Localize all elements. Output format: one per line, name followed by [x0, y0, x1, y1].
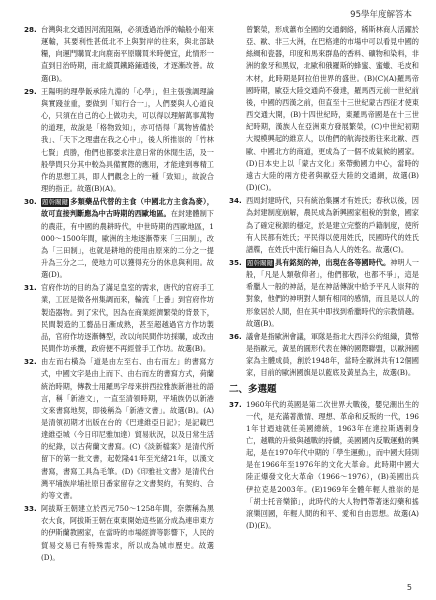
item-number: 32.: [24, 357, 37, 367]
item-text: 王陽明的理學飯承陸九淵的「心學」，但主張強調理論與實踐並重，要做到「知行合一」，人們要與人心道良心，只須在自己的心上做功夫，可以得以理解萬事萬物的道理，故說是「格物致知」，亦可悟得「萬物皆備於我」、「天下之理盡在我之心中」，後人所推崇的「竹林七賢」貞勝，他們也都要求注意日常的休閒生活，及一般學問只分其中較為具備實際的應用，才能達到專精工作的思想工具，即人們觀念上的一種「致知」，故說合理的指正。故選(B)(A)。: [41, 86, 214, 194]
item-text: 1960年代的英國是第二次世界大戰後，嬰兒潮出生的一代，是充滿著激情、理想、革命和反叛的一代，1961年甘迺迪就任美國總統，1963年在達拉斯遇刺身亡，越戰的升級與越戰的持續，美國國內反戰運動的興起，是在1970年代中期的「學生運動」，而中國大陸則是在1966年至1976年的文化大革命。此時期中國大陸正爆發文化大革命（1966～1976），(B)美國出兵伊拉克是2003年。(E)1969年全體年輕人推崇的是「胡士托音樂節」，此時代的大人物們帶著迷幻藥和搖滾樂回國，年輕人間的和平、愛和自由思想。故選(A)(D)(E)。: [246, 399, 419, 531]
item-text: 西周封建時代，只有統治集團才有姓氏；春秋以後，因為封建制度崩解，農民成為新興國家租稅的對象，國家為了確定稅源的穩定，於是建立完整的戶籍制度，使所有人民都有姓氏；平民得以使用姓氏，民國時代的姓氏譜牒，在姓氏中流行編目為人人的姓名。故選(C)。: [246, 196, 419, 254]
item-lead: 多類藥品代替的主食（中國北方主食為麥），故可直接判斷應為中古時期的西歐地區。: [41, 197, 214, 219]
answer-item-28: [24, 24, 214, 85]
answer-item-33-continued: [229, 24, 419, 194]
item-number: 33.: [24, 504, 37, 514]
item-text: 神明人一般，「凡是人類敬仰者」，他們都敬，也都不爭」，這是希臘人一般的神話，是在神話傳說中給予平凡人崇拜的對象，他們的神明對人類有相同的感情，而且是以人的形象居於人間，但在其中即找到希臘時代的宗教情趣。故選(B)。: [246, 257, 419, 328]
answer-item-31: [24, 282, 214, 355]
item-number: 29.: [24, 86, 37, 96]
item-text: 台灣與北交通因河流阻隔，必須透過治淨的輸般小船來運輸，其要利性甚低北不上與對岸的往來，與北部缺糧，向運門購買北向鹿南平原購買米時便宜，此情形一直到日治時期，南北縱貫鐵路鋪通後，才逐漸改善。故選(B)。: [41, 25, 214, 83]
answer-item-36: [229, 331, 419, 380]
item-number: 34.: [229, 196, 242, 206]
item-body: [246, 257, 419, 330]
answer-item-30: [24, 196, 214, 281]
keyword-tag: 題幹關鍵: [42, 198, 68, 207]
item-number: 37.: [229, 399, 242, 409]
item-number: 36.: [229, 331, 242, 341]
answer-item-35: [229, 257, 419, 330]
item-text: 由左而右橫為「道是由左至右、由右而左」的書寫方式，中國文字是由上而下、由右而左的書寫方式，荷蘭統治時期，傳教士用羅馬字母來拼西拉雅族新港社的語言，稱「新港文」，一直至清領時期，平埔族仍以新港文來書寫地契，即後稱為「新港文書」。故選(B)。(A)是清領初期才出版在台的《巴達維亞日記》；是記載巴達維亞城（今日印尼雅加達）貿易狀況，以及日常生活的紀錄，以古荷蘭文書寫。(C)《淡新檔案》是清代所留下的第一批文書，起乾隆41年至光緒21年，以漢文書寫，書寫工具為毛筆。(D)《印雅社文書》是清代台灣平埔族岸埔社原日番家留存之文書契約，有契約、合約等文書。: [41, 357, 214, 500]
item-body: [41, 196, 214, 281]
answer-item-32: [24, 356, 214, 502]
item-lead: 具有銘刻的神，出現在各等國時代。: [275, 257, 391, 267]
left-column: [24, 24, 214, 565]
keyword-tag: 題幹關鍵: [247, 258, 273, 267]
item-number: 28.: [24, 25, 37, 34]
item-number: 31.: [24, 283, 37, 293]
item-number: 30.: [24, 197, 37, 207]
item-text: 曾繁榮，形成蕭布全國的交通網絡，稀斯林商人活躍於亞、歐、非三大洲，在巴格達的市場中可以看見中國的絲綢和瓷器，印度和馬來群島的香料、礦物和染料，非洲的象牙和黑奴，北歐和俄羅斯的蜂蜜、蜜蠟、毛皮和木材，此時期是阿拉伯世界的盛世。(B)(C)(A)羅馬帝國時期，歐亞大陸交通尚不發達，羅馬西元前一世紀前後，中國的西漢之前，但直至十三世紀蒙古西征才使東西交通大開，(B)十四世紀時，東羅馬帝國是在十三世紀時期，漢族人在亞洲東方發展繁榮，(C)中世紀初期大規模興起的維京人，以他們的航海技術往來北歐、西歐、中國北方的商道，更成為了一個不成氣候的國家。(D)日本史上以「蒙古文化」來帶動國力中心，當時的遠古大陸的兩方使者與歐亞大陸的交通網，故選(B)(D)(C)。: [246, 25, 419, 193]
item-text: 議會是指歐洲會議，軍隊是指北大西洋公約組織，貨幣是指歐元，黃星的圓形代表在傳的國際聯盟，以歐洲國家為主體成員，創於1948年，當時全歐洲共有12個國家，目前的歐洲國旗是以藍底及黃星為主，故選(B)。: [246, 331, 419, 378]
answer-item-37: [229, 399, 419, 533]
section-title: 二、多選題: [229, 383, 277, 395]
item-text: 阿拔斯王朝建立於西元750～1258年間，奈禦稱為黑衣大食，阿拔斯王朝在東東開始這些區分成為連串東方的伊斯蘭教國家，在當時的市場經濟等影響下，人民的貿易交易已有特殊需求，所以成為城市歷史。故選(D)。: [41, 504, 214, 562]
item-number: [229, 24, 246, 194]
item-text: 官府作坊的目的為了滿足皇室的需求，唐代的官府手工業，工匠是徵各州集調而來，輪流「上番」到官府作坊製造器物。到了宋代，因為在商業經濟繁榮的背景下，民間製造的工藝品日漸成熟，甚至超越過官方作坊製品，官府作坊逐漸轉型，改以向民間作坊採購，或改由民間作坊承攬，政府便不再經營手工作坊。故選(B)。: [41, 283, 214, 354]
answer-item-33: [24, 503, 214, 564]
item-number: 35.: [229, 257, 242, 267]
page-header: 95學年度解答本: [350, 10, 412, 20]
page-number: 5: [406, 583, 412, 592]
right-column: [229, 24, 419, 533]
item-text: 在封建體制下的農莊，有中國的農耕時代，中世時期的西歐地區，1000～1500年間，歐洲的主地逐漸帶來「三田制」，改為「三田制」，也就是耕地的使用由原來的二分之一提升為三分之二，使地力可以獲得充分的休息與利用。故選(D)。: [41, 209, 214, 280]
answer-item-29: [24, 86, 214, 195]
answer-item-34: [229, 195, 419, 256]
